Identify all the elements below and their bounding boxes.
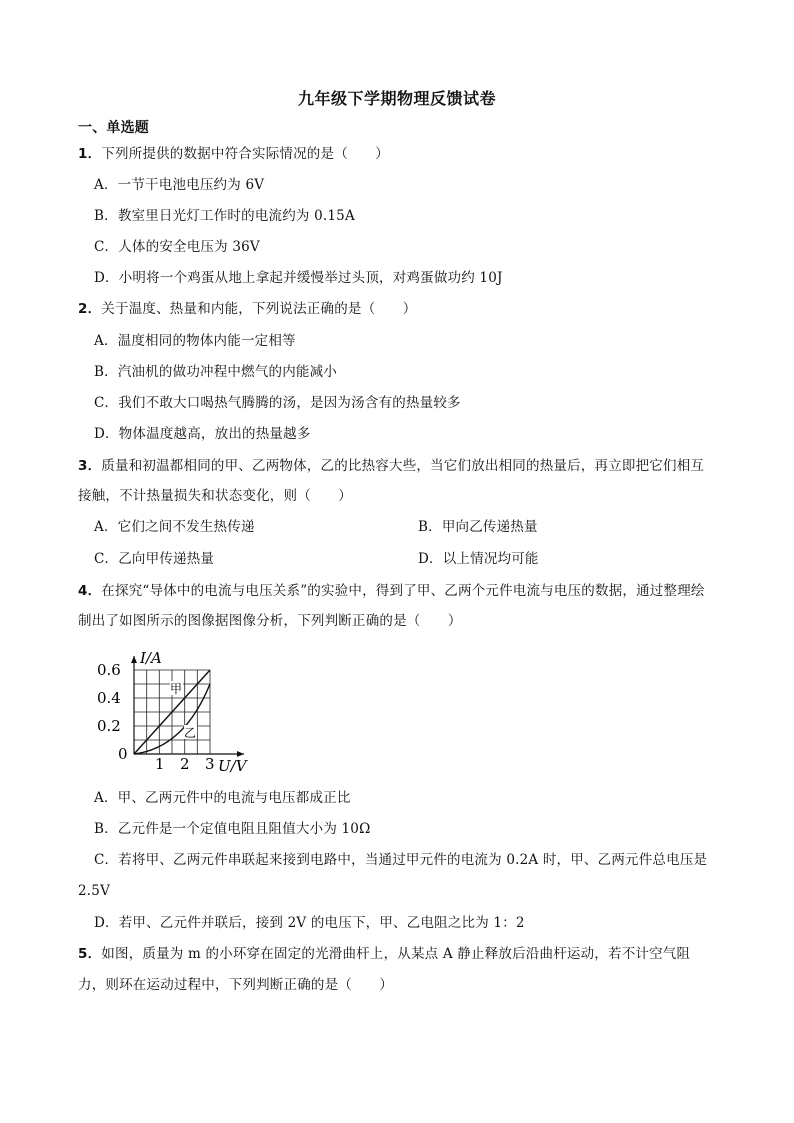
question-1 [78,145,389,163]
option-b: B．乙元件是一个定值电阻且阻值大小为 10Ω [94,821,371,837]
question-number: 2． [78,301,102,317]
label-jia: 甲 [170,682,183,696]
y-tick-label: 0 [118,745,128,763]
option-c: C．乙向甲传递热量 [94,551,215,567]
option-a: A．它们之间不发生热传递 [94,519,255,535]
question-text: 质量和初温都相同的甲、乙两物体，乙的比热容大些，当它们放出相同的热量后，再立即把它们相互 [101,458,705,474]
option-d: D．若甲、乙元件并联后，接到 2V 的电压下，甲、乙电阻之比为 1：2 [94,915,525,931]
option-c: C．人体的安全电压为 36V [94,239,260,255]
x-tick-label: 3 [205,755,215,773]
y-tick-label: 0.4 [97,689,121,707]
option-c: C．若将甲、乙两元件串联起来接到电路中，当通过甲元件的电流为 0.2A 时，甲、乙两元件总电压是 [94,852,708,868]
option-c-continued: 2.5V [78,883,111,899]
question-2 [78,300,416,318]
question-text: 关于温度、热量和内能，下列说法正确的是（ ） [101,301,417,317]
question-number: 3． [78,458,102,474]
label-yi: 乙 [184,726,197,740]
x-tick-label: 1 [155,755,165,773]
option-a: A．温度相同的物体内能一定相等 [94,333,296,349]
option-b: B．汽油机的做功冲程中燃气的内能减小 [94,364,338,380]
question-number: 4． [78,583,102,599]
x-tick-label: 2 [180,755,190,773]
question-text-continued: 接触，不计热量损失和状态变化，则（ ） [78,488,352,504]
question-3 [78,457,704,475]
graph-ylabel: I/A [140,649,162,667]
graph-axes [131,656,244,757]
option-d: D．小明将一个鸡蛋从地上拿起并缓慢举过头顶，对鸡蛋做功约 10J [94,270,503,286]
option-c: C．我们不敢大口喝热气腾腾的汤，是因为汤含有的热量较多 [94,395,461,411]
option-a: A．一节干电池电压约为 6V [94,177,265,193]
question-text: 下列所提供的数据中符合实际情况的是（ ） [101,146,389,162]
question-text-continued: 制出了如图所示的图像据图像分析，下列判断正确的是（ ） [78,613,462,629]
option-a: A．甲、乙两元件中的电流与电压都成正比 [94,790,351,806]
y-tick-label: 0.2 [97,717,121,735]
iu-graph-figure [96,648,256,774]
section-heading: 一、单选题 [78,120,149,136]
y-tick-label: 0.6 [97,661,121,679]
question-number: 5． [78,946,102,962]
option-d: D．物体温度越高，放出的热量越多 [94,426,311,442]
question-text-continued: 力，则环在运动过程中，下列判断正确的是（ ） [78,977,394,993]
option-b: B．甲向乙传递热量 [418,519,538,535]
option-b: B．教室里日光灯工作时的电流约为 0.15A [94,208,355,224]
question-number: 1． [78,146,102,162]
question-text: 在探究“导体中的电流与电压关系”的实验中，得到了甲、乙两个元件电流与电压的数据，通过整理绘 [101,583,705,599]
graph-xlabel: U/V [218,757,247,774]
question-text: 如图，质量为 m 的小环穿在固定的光滑曲杆上，从某点 A 静止释放后沿曲杆运动，若不计空气阻 [101,946,691,962]
option-d: D．以上情况均可能 [418,551,539,567]
page-title: 九年级下学期物理反馈试卷 [297,89,496,108]
question-5 [78,945,690,963]
question-4 [78,582,705,600]
